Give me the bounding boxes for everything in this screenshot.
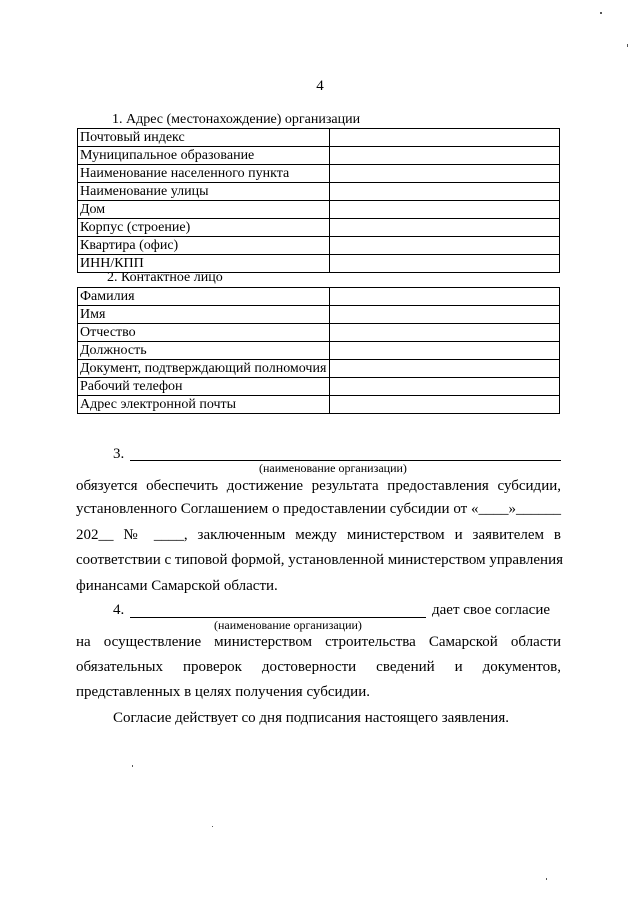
field-label: Должность — [78, 342, 330, 360]
field-value[interactable] — [330, 201, 560, 219]
item-3-line-2: установленного Соглашением о предоставлении субсидии от «____»______ — [76, 501, 561, 517]
table-row — [78, 201, 560, 219]
item-4-line-2: обязательных проверок достоверности сведений и документов, — [76, 659, 561, 675]
section-2-heading: 2. Контактное лицо — [107, 270, 223, 285]
item-3-caption: (наименование организации) — [259, 461, 407, 475]
address-table — [77, 128, 560, 273]
item-3-line-1: обязуется обеспечить достижение результата предоставления субсидии, — [76, 478, 561, 494]
item-3-line-4: соответствии с типовой формой, установленной министерством управления — [76, 552, 563, 568]
field-value[interactable] — [330, 129, 560, 147]
table-row — [78, 237, 560, 255]
field-label: Документ, подтверждающий полномочия — [78, 360, 330, 378]
field-value[interactable] — [330, 147, 560, 165]
item-3-number: 3. — [113, 446, 125, 462]
field-label: ИНН/КПП — [78, 255, 330, 273]
field-value[interactable] — [330, 378, 560, 396]
contact-table — [77, 287, 560, 414]
field-value[interactable] — [330, 360, 560, 378]
item-4-line-1: на осуществление министерством строительства Самарской области — [76, 634, 561, 650]
field-label: Отчество — [78, 324, 330, 342]
page-number: 4 — [316, 78, 324, 94]
scan-speck — [132, 765, 133, 767]
field-label: Дом — [78, 201, 330, 219]
item-3-line-5: финансами Самарской области. — [76, 578, 278, 594]
table-row — [78, 129, 560, 147]
consent-statement: Согласие действует со дня подписания настоящего заявления. — [113, 710, 509, 726]
table-row — [78, 147, 560, 165]
table-row — [78, 183, 560, 201]
field-value[interactable] — [330, 255, 560, 273]
field-value[interactable] — [330, 396, 560, 414]
field-label: Адрес электронной почты — [78, 396, 330, 414]
field-label: Наименование населенного пункта — [78, 165, 330, 183]
field-value[interactable] — [330, 237, 560, 255]
field-label: Рабочий телефон — [78, 378, 330, 396]
field-label: Квартира (офис) — [78, 237, 330, 255]
field-label: Муниципальное образование — [78, 147, 330, 165]
section-1-heading: 1. Адрес (местонахождение) организации — [112, 112, 361, 127]
field-value[interactable] — [330, 324, 560, 342]
field-value[interactable] — [330, 165, 560, 183]
field-label: Наименование улицы — [78, 183, 330, 201]
field-value[interactable] — [330, 306, 560, 324]
field-label: Почтовый индекс — [78, 129, 330, 147]
scan-speck — [546, 878, 547, 880]
table-row — [78, 306, 560, 324]
table-row — [78, 378, 560, 396]
scan-speck — [627, 44, 628, 47]
field-label: Имя — [78, 306, 330, 324]
field-value[interactable] — [330, 219, 560, 237]
field-value[interactable] — [330, 183, 560, 201]
item-4-caption: (наименование организации) — [214, 618, 362, 632]
item-3-line-3: 202__ № ____, заключенным между министерством и заявителем в — [76, 527, 561, 543]
table-row — [78, 396, 560, 414]
field-label: Фамилия — [78, 288, 330, 306]
table-row — [78, 360, 560, 378]
item-4-suffix: дает свое согласие — [432, 602, 551, 618]
scan-speck — [212, 826, 213, 827]
table-row — [78, 324, 560, 342]
table-row — [78, 342, 560, 360]
scan-speck — [600, 12, 602, 14]
item-4-line-3: представленных в целях получения субсидии. — [76, 684, 370, 700]
field-value[interactable] — [330, 342, 560, 360]
item-4-number: 4. — [113, 602, 125, 618]
table-row — [78, 288, 560, 306]
field-label: Корпус (строение) — [78, 219, 330, 237]
field-value[interactable] — [330, 288, 560, 306]
table-row — [78, 219, 560, 237]
table-row — [78, 165, 560, 183]
